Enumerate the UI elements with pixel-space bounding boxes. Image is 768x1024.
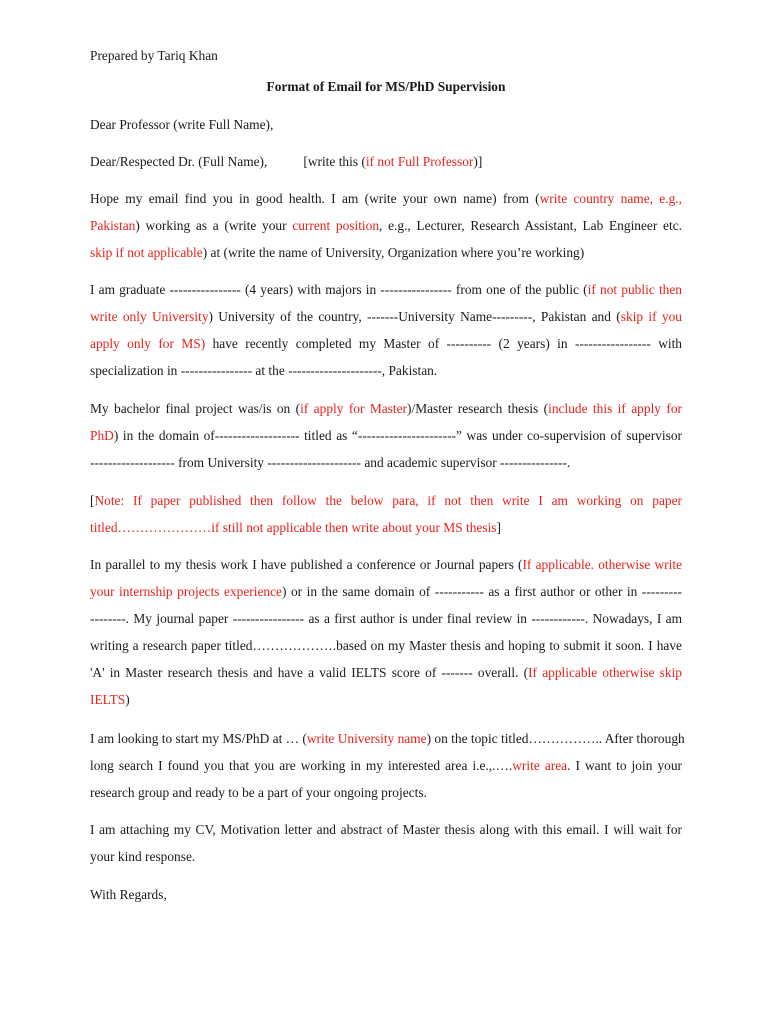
graduate-line-2 <box>90 309 682 325</box>
attaching-text: your kind response. <box>90 849 196 864</box>
parallel-text: ) or in the same domain of ----------- as a first author or other in --------- <box>282 584 682 599</box>
intro-text: ) working as a (write your <box>135 218 293 233</box>
bachelor-red: if apply for Master <box>300 401 408 416</box>
looking-line-2 <box>90 758 682 774</box>
note-text: [ <box>90 493 95 508</box>
graduate-text: have recently completed my Master of ---------- (2 years) in ----------------- with <box>205 336 682 351</box>
intro-text: ) at (write the name of University, Organization where you’re working) <box>202 245 585 260</box>
parallel-red: your internship projects experience <box>90 584 282 599</box>
salutation-note-red: if not Full Professor <box>365 154 474 169</box>
bachelor-line-2 <box>90 428 682 444</box>
bachelor-red: include this if apply for <box>548 401 682 416</box>
bachelor-red: PhD <box>90 428 114 443</box>
looking-text: research group and ready to be a part of your ongoing projects. <box>90 785 427 800</box>
intro-red: current position <box>292 218 380 233</box>
parallel-line-1 <box>90 557 682 573</box>
note-line-2 <box>90 520 682 536</box>
graduate-text: ) University of the country, -------University Name---------, Pakistan and ( <box>208 309 621 324</box>
parallel-line-2 <box>90 584 682 600</box>
note-red: titled…………………if still not applicable then write about your MS thesis <box>90 520 497 535</box>
document-title: Format of Email for MS/PhD Supervision <box>266 79 506 94</box>
looking-text: long search I found you that you are working in my interested area i.e.,.…. <box>90 758 513 773</box>
bachelor-line-1 <box>90 401 682 417</box>
graduate-line-1 <box>90 282 682 298</box>
attaching-line-1 <box>90 822 682 838</box>
parallel-red: If applicable otherwise skip <box>528 665 682 680</box>
salutation-note-close: )] <box>473 154 483 169</box>
parallel-line-3 <box>90 611 682 627</box>
prepared-by: Prepared by Tariq Khan <box>90 48 218 63</box>
looking-line-3 <box>90 785 682 801</box>
salutation-note-open: [write this ( <box>303 154 366 169</box>
parallel-line-6 <box>90 692 682 708</box>
looking-red: write University name <box>306 731 427 746</box>
parallel-text: writing a research paper titled……………….based on my Master thesis and hoping to submit it soon. I have <box>90 638 682 653</box>
intro-text: Hope my email find you in good health. I am (write your own name) from ( <box>90 191 540 206</box>
note-red: Note: If paper published then follow the below para, if not then write I am working on paper <box>94 493 682 508</box>
salutation-doctor-text: Dear/Respected Dr. (Full Name), <box>90 154 268 169</box>
parallel-text: In parallel to my thesis work I have published a conference or Journal papers ( <box>90 557 523 572</box>
intro-line-1 <box>90 191 682 207</box>
salutation-professor: Dear Professor (write Full Name), <box>90 117 274 132</box>
parallel-text: --------. My journal paper ---------------- as a first author is under final review in ------------. Nowadays, I am <box>90 611 682 626</box>
salutation-doctor <box>90 154 682 170</box>
graduate-red: if not public then <box>587 282 682 297</box>
bachelor-text: ) in the domain of------------------- titled as “----------------------” was under co-supervision of supervisor <box>113 428 682 443</box>
bachelor-text: My bachelor final project was/is on ( <box>90 401 301 416</box>
looking-text: . I want to join your <box>567 758 682 773</box>
parallel-line-5 <box>90 665 682 681</box>
parallel-line-4 <box>90 638 682 654</box>
graduate-red: apply only for MS) <box>90 336 206 351</box>
looking-red: write area <box>512 758 568 773</box>
parallel-text: ) <box>125 692 130 707</box>
graduate-text: I am graduate ---------------- (4 years) with majors in ---------------- from one of the public ( <box>90 282 588 297</box>
note-text: ] <box>496 520 501 535</box>
closing: With Regards, <box>90 887 167 902</box>
bachelor-text: )/Master research thesis ( <box>407 401 549 416</box>
looking-text: ) on the topic titled…………….. After thorough <box>426 731 685 746</box>
intro-red: write country name, e.g., <box>539 191 682 206</box>
graduate-red: skip if you <box>620 309 682 324</box>
graduate-text: specialization in ---------------- at the ---------------------, Pakistan. <box>90 363 438 378</box>
note-line-1 <box>90 493 682 509</box>
graduate-line-3 <box>90 336 682 352</box>
attaching-text: I am attaching my CV, Motivation letter and abstract of Master thesis along with this email. I will wait for <box>90 822 682 837</box>
parallel-red: IELTS <box>90 692 126 707</box>
bachelor-line-3 <box>90 455 682 471</box>
bachelor-text: ------------------- from University --------------------- and academic supervisor ---------------. <box>90 455 571 470</box>
parallel-red: If applicable. otherwise write <box>522 557 683 572</box>
intro-line-2 <box>90 218 682 234</box>
looking-text: I am looking to start my MS/PhD at … ( <box>90 731 307 746</box>
intro-red: Pakistan <box>90 218 136 233</box>
parallel-text: 'A' in Master research thesis and have a valid IELTS score of ------- overall. ( <box>90 665 529 680</box>
attaching-line-2 <box>90 849 682 865</box>
intro-red: skip if not applicable <box>90 245 203 260</box>
intro-line-3 <box>90 245 682 261</box>
intro-text: , e.g., Lecturer, Research Assistant, Lab Engineer etc. <box>379 218 682 233</box>
graduate-red: write only University <box>90 309 209 324</box>
graduate-line-4 <box>90 363 682 379</box>
looking-line-1 <box>90 731 685 747</box>
